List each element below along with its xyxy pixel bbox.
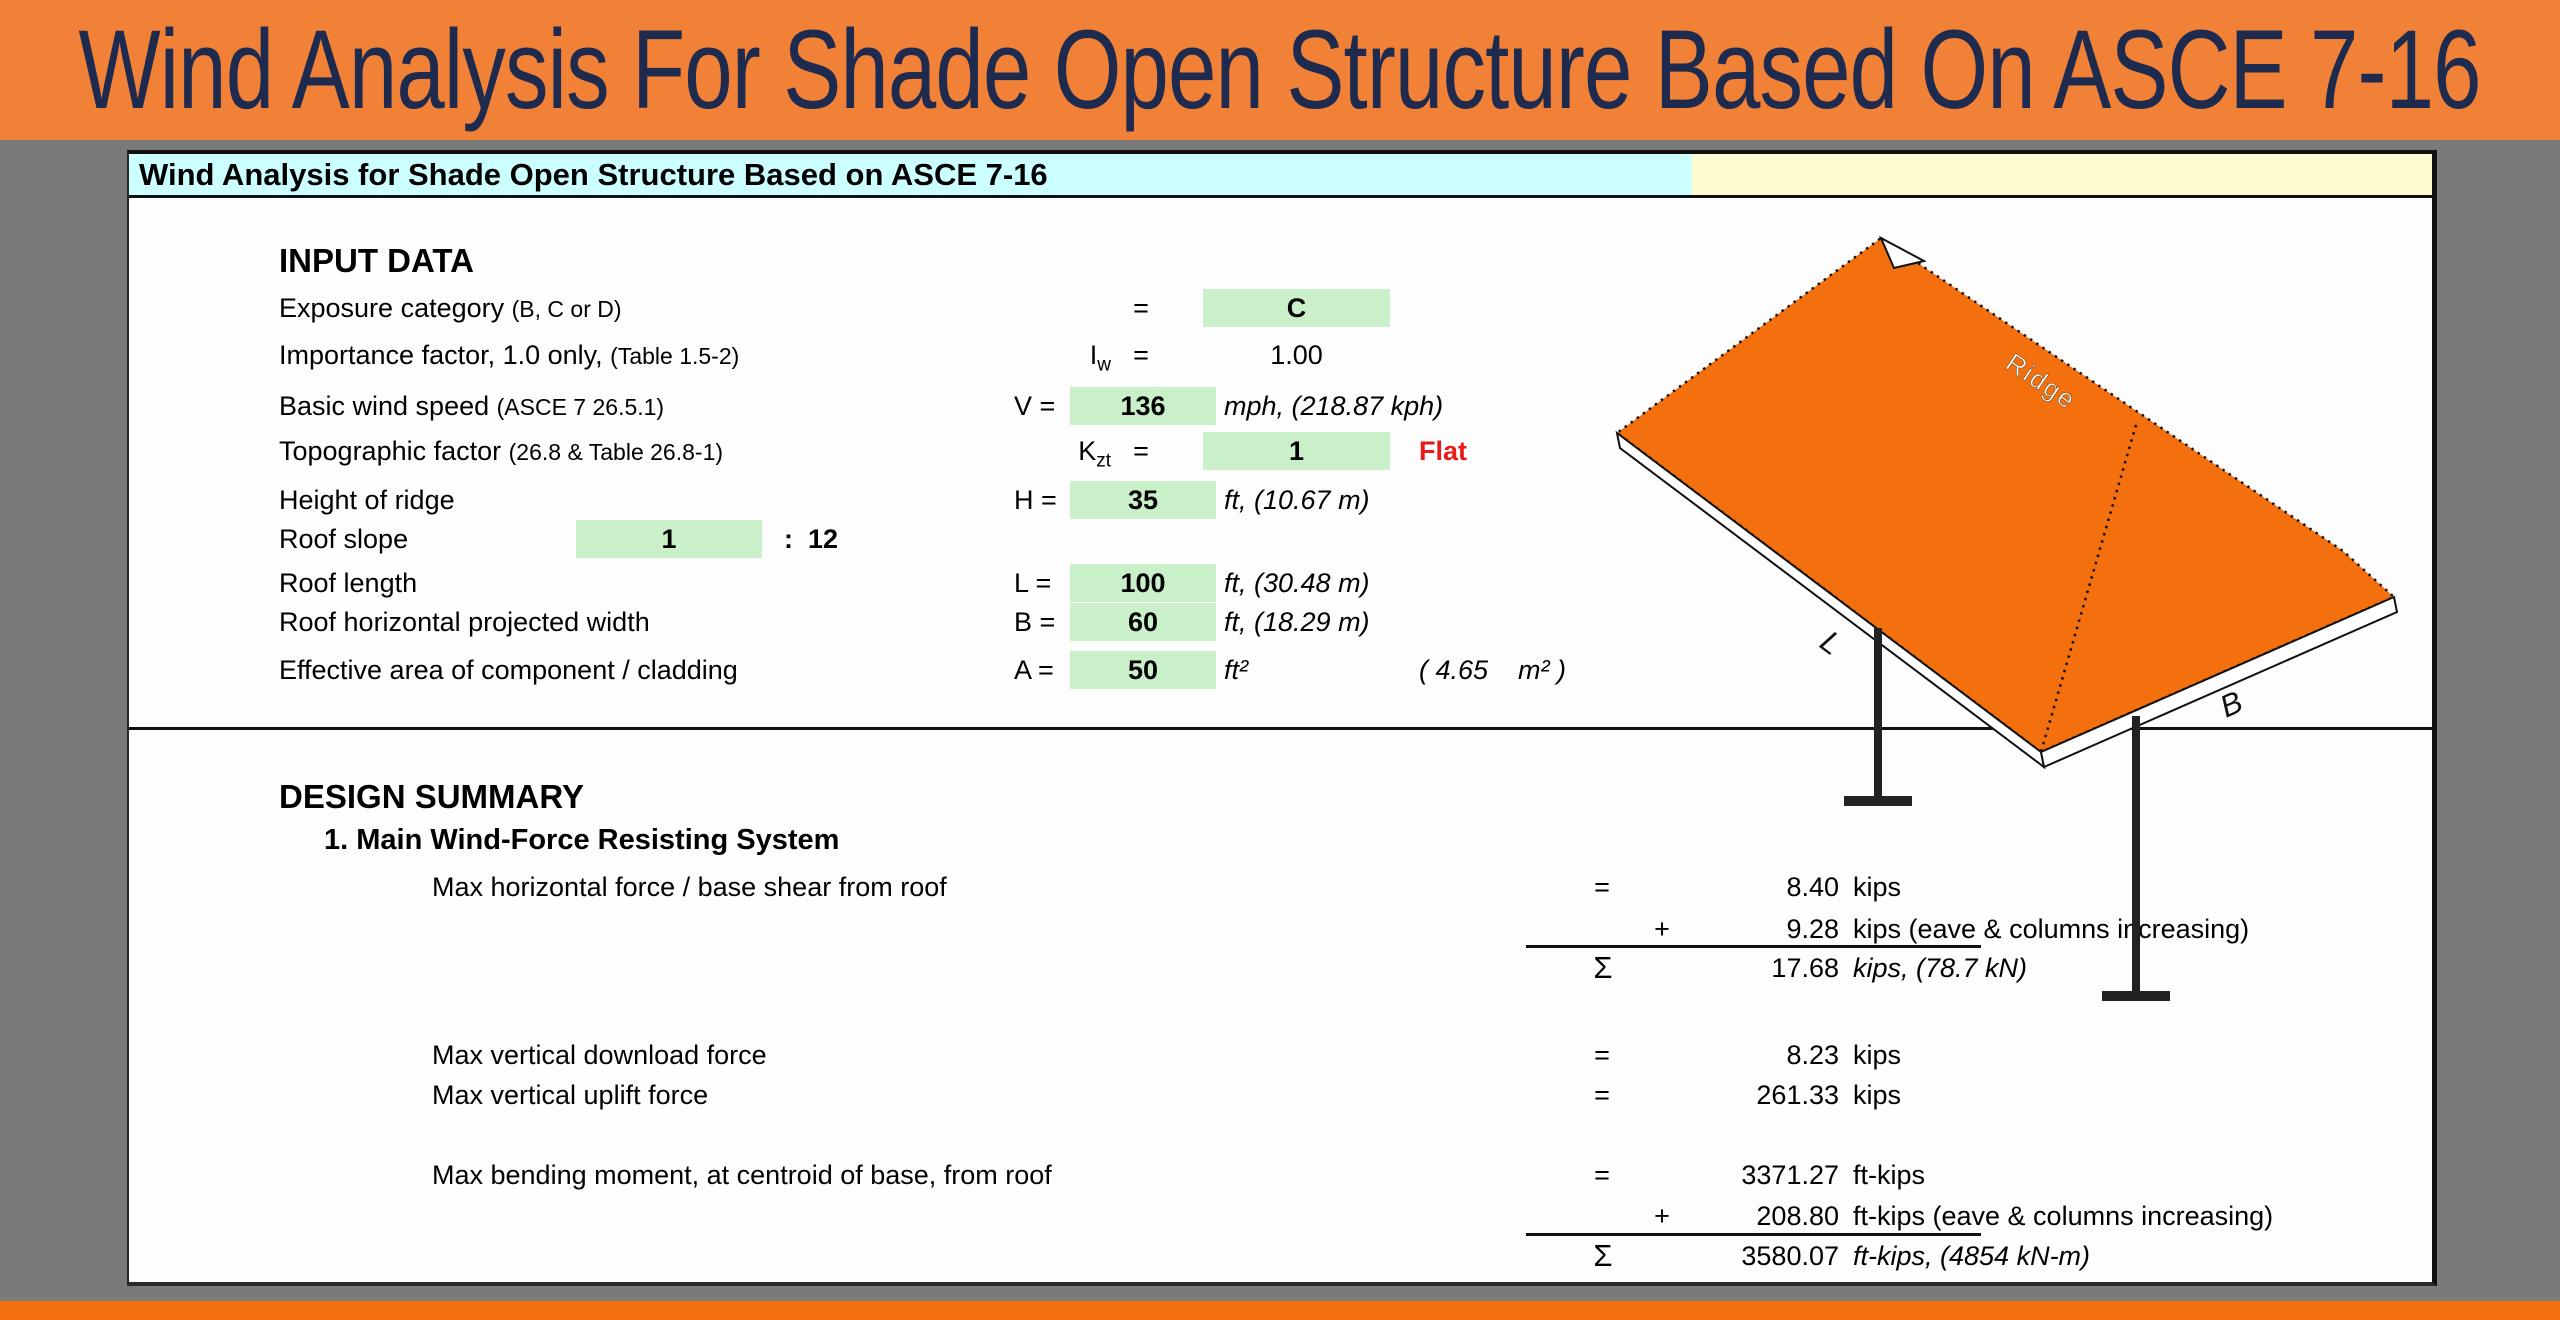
importance-factor-value: 1.00	[1270, 340, 1323, 370]
row-label: Importance factor, 1.0 only,	[279, 340, 611, 370]
effective-area-units: ft²	[1224, 655, 1248, 685]
title-banner	[0, 0, 2560, 140]
equals-sign: =	[1594, 1040, 1610, 1070]
row-label: Exposure category	[279, 293, 512, 323]
roof-structure-diagram	[1612, 198, 2412, 1028]
ridge-height-cell[interactable]: 35	[1070, 481, 1216, 519]
symbol-l: L =	[1014, 568, 1052, 598]
summary-value: 3580.07	[1741, 1241, 1839, 1271]
mwfrs-subheading: 1. Main Wind-Force Resisting System	[324, 824, 840, 856]
row-label-note: (Table 1.5-2)	[610, 343, 740, 369]
ridge-height-units: ft, (10.67 m)	[1224, 485, 1370, 515]
symbol-v: V =	[1014, 391, 1056, 421]
summary-units: kips (eave & columns increasing)	[1853, 914, 2250, 944]
sigma-symbol: Σ	[1593, 1238, 1613, 1273]
summary-value: 208.80	[1756, 1201, 1839, 1231]
symbol-a: A =	[1014, 655, 1054, 685]
topographic-factor-cell[interactable]: 1	[1203, 432, 1390, 470]
effective-area-metric: ( 4.65 m² )	[1419, 655, 1567, 685]
sheet-header-yellow-cell	[1692, 154, 2432, 195]
summary-value: 8.23	[1786, 1040, 1839, 1070]
row-label: Effective area of component / cladding	[279, 655, 738, 685]
slope-ratio-label: : 12	[784, 524, 839, 554]
symbol-b: B =	[1014, 607, 1056, 637]
summary-value: 3371.27	[1741, 1160, 1839, 1190]
width-dimension-label: B	[2214, 684, 2248, 725]
symbol-kzt: $K_{zt}$	[1078, 436, 1111, 472]
input-data-heading: INPUT DATA	[279, 242, 474, 279]
equals-sign: =	[1133, 293, 1149, 323]
ridge-label: Ridge	[2000, 347, 2083, 416]
row-label: Topographic factor	[279, 436, 509, 466]
wind-speed-cell[interactable]: 136	[1070, 387, 1216, 425]
row-label: Basic wind speed	[279, 391, 497, 421]
summary-row	[129, 1035, 2432, 1075]
row-label: Roof slope	[279, 524, 409, 554]
summary-value: 8.40	[1786, 872, 1839, 902]
row-label: Roof length	[279, 568, 418, 598]
design-summary-heading: DESIGN SUMMARY	[279, 778, 584, 815]
equals-sign: =	[1594, 872, 1610, 902]
summary-label: Max vertical download force	[432, 1040, 767, 1070]
effective-area-cell[interactable]: 50	[1070, 651, 1216, 689]
plus-sign: +	[1654, 914, 1670, 944]
roof-width-units: ft, (18.29 m)	[1224, 607, 1370, 637]
roof-length-cell[interactable]: 100	[1070, 564, 1216, 602]
summary-row	[129, 1196, 2432, 1236]
summary-units: kips, (78.7 kN)	[1853, 953, 2028, 983]
summary-units: kips	[1853, 872, 1902, 902]
summary-units: ft-kips, (4854 kN-m)	[1853, 1241, 2091, 1271]
banner-title: Wind Analysis For Shade Open Structure Based On ASCE 7-16	[78, 6, 2482, 133]
topography-type-label: Flat	[1419, 436, 1468, 466]
summary-row	[129, 1236, 2432, 1276]
roof-width-cell[interactable]: 60	[1070, 603, 1216, 641]
roof-slope-cell[interactable]: 1	[576, 520, 762, 558]
equals-sign: =	[1133, 436, 1149, 466]
summary-value: 9.28	[1786, 914, 1839, 944]
row-label: Roof horizontal projected width	[279, 607, 650, 637]
row-label-note: (ASCE 7 26.5.1)	[496, 394, 665, 420]
sheet-header-row	[129, 154, 2432, 198]
roof-surface	[1617, 238, 2394, 752]
equals-sign: =	[1594, 1080, 1610, 1110]
spreadsheet	[127, 150, 2437, 1286]
length-dimension-label: L	[1813, 623, 1849, 662]
plus-sign: +	[1654, 1201, 1670, 1231]
summary-row	[129, 1155, 2432, 1195]
summary-label: Max horizontal force / base shear from roof	[432, 872, 947, 902]
row-label: Height of ridge	[279, 485, 455, 515]
equals-sign: =	[1133, 340, 1149, 370]
summary-value: 261.33	[1756, 1080, 1839, 1110]
bottom-accent-bar	[0, 1301, 2560, 1320]
row-label-note: (B, C or D)	[511, 296, 622, 322]
symbol-h: H =	[1014, 485, 1057, 515]
equals-sign: =	[1594, 1160, 1610, 1190]
row-label-note: (26.8 & Table 26.8-1)	[508, 439, 724, 465]
summary-units: ft-kips (eave & columns increasing)	[1853, 1201, 2274, 1231]
symbol-iw: $I_w$	[1089, 340, 1111, 376]
summary-value: 17.68	[1771, 953, 1839, 983]
roof-length-units: ft, (30.48 m)	[1224, 568, 1370, 598]
exposure-category-cell[interactable]: C	[1203, 289, 1390, 327]
summary-units: kips	[1853, 1040, 1902, 1070]
summary-units: ft-kips	[1853, 1160, 1926, 1190]
summary-units: kips	[1853, 1080, 1902, 1110]
sigma-symbol: Σ	[1593, 950, 1613, 985]
summary-row	[129, 1075, 2432, 1115]
wind-speed-units: mph, (218.87 kph)	[1224, 391, 1444, 421]
summary-label: Max vertical uplift force	[432, 1080, 709, 1110]
summary-label: Max bending moment, at centroid of base, from roof	[432, 1160, 1052, 1190]
sheet-title-cell: Wind Analysis for Shade Open Structure Based on ASCE 7-16	[129, 154, 1692, 195]
